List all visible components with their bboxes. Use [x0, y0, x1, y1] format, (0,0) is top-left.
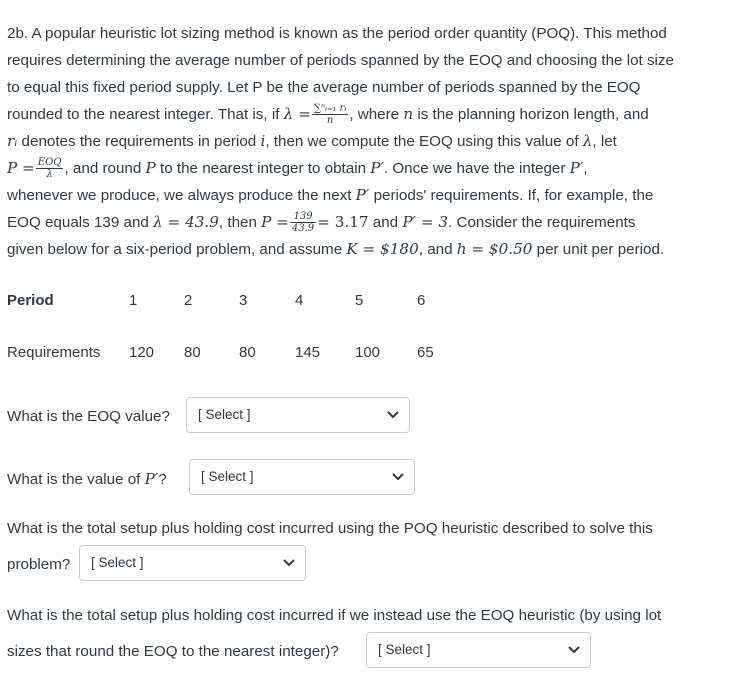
- sum-numerator: ∑ⁿᵢ₌₁ rᵢ: [313, 103, 347, 115]
- question-eoq-cost: What is the total setup plus holding cost incurred if we instead use the EOQ heuristic (by using lot: [7, 607, 662, 624]
- intro-line-4: rounded to the nearest integer. That is, if λ = $\frac{\text{∑ⁿᵢ₌₁ rᵢ}}{n}$ , where n is the planning horizon length, and: [7, 103, 649, 127]
- question-eoq: What is the EOQ value?: [7, 408, 170, 425]
- requirement-cell: 65: [417, 343, 434, 361]
- example-fraction: $\frac{139}{43.9}$: [291, 211, 315, 235]
- question-eoq-cost-line2: sizes that round the EOQ to the nearest integer)?: [7, 643, 339, 660]
- intro-line-9: given below for a six-period problem, and assume K = $180, and h = $0.50 per unit per period.: [7, 240, 665, 258]
- requirement-cell: 80: [184, 343, 201, 361]
- eoq-select[interactable]: [186, 397, 410, 433]
- intro-line-7: whenever we produce, we always produce the next P′ periods' requirements. If, for example, the: [7, 186, 654, 204]
- requirements-row: [7, 337, 434, 367]
- select-label: [ Select ]: [201, 469, 254, 484]
- requirements-label: Requirements: [7, 343, 101, 361]
- intro-line-1: 2b. A popular heuristic lot sizing method is known as the period order quantity (POQ). This method: [7, 25, 667, 42]
- question-poq-cost: What is the total setup plus holding cost incurred using the POQ heuristic described to solve this: [7, 520, 653, 537]
- p-prime-select[interactable]: [189, 459, 415, 495]
- question-poq-cost-line2: problem?: [7, 556, 71, 573]
- period-cell: 6: [417, 291, 426, 309]
- chevron-down-icon: [568, 646, 580, 654]
- period-label: Period: [7, 291, 54, 309]
- period-row: [7, 285, 434, 315]
- period-cell: 3: [239, 291, 248, 309]
- requirement-cell: 145: [295, 343, 321, 361]
- intro-line-8: EOQ equals 139 and λ = 43.9, then P = $\frac{139}{43.9}$ = 3.17 and P′ = 3. Consider the requirements: [7, 211, 636, 235]
- period-cell: 5: [355, 291, 364, 309]
- question-p-prime: What is the value of P′?: [7, 470, 167, 488]
- intro-line-6: P = $\frac{\text{EOQ}}{\lambda}$ , and round P to the nearest integer to obtain P′. Once we have the integer P′,: [7, 157, 588, 181]
- period-cell: 2: [184, 291, 193, 309]
- lambda-eq: λ =: [283, 105, 311, 123]
- chevron-down-icon: [283, 559, 295, 567]
- requirement-cell: 100: [355, 343, 381, 361]
- intro-line-5: rᵢ denotes the requirements in period i, then we compute the EOQ using this value of λ, let: [7, 132, 617, 150]
- poq-cost-select[interactable]: [79, 545, 306, 581]
- requirement-cell: 120: [129, 343, 155, 361]
- chevron-down-icon: [392, 473, 404, 481]
- select-label: [ Select ]: [378, 642, 431, 657]
- lambda-fraction: [312, 103, 348, 126]
- n-denominator: n: [326, 115, 334, 127]
- intro-line-3: to equal this fixed period supply. Let P be the average number of periods spanned by the EOQ: [7, 79, 641, 96]
- select-label: [ Select ]: [198, 407, 251, 422]
- problem-statement: [7, 20, 732, 263]
- period-cell: 4: [295, 291, 304, 309]
- requirement-cell: 80: [239, 343, 256, 361]
- eoq-fraction: $\frac{\text{EOQ}}{\lambda}$: [37, 157, 62, 181]
- eoq-cost-select[interactable]: [366, 632, 591, 668]
- intro-line-2: requires determining the average number of periods spanned by the EOQ and choosing the lot size: [7, 52, 674, 69]
- requirements-table: [7, 285, 434, 367]
- select-label: [ Select ]: [91, 555, 144, 570]
- period-cell: 1: [129, 291, 138, 309]
- chevron-down-icon: [387, 411, 399, 419]
